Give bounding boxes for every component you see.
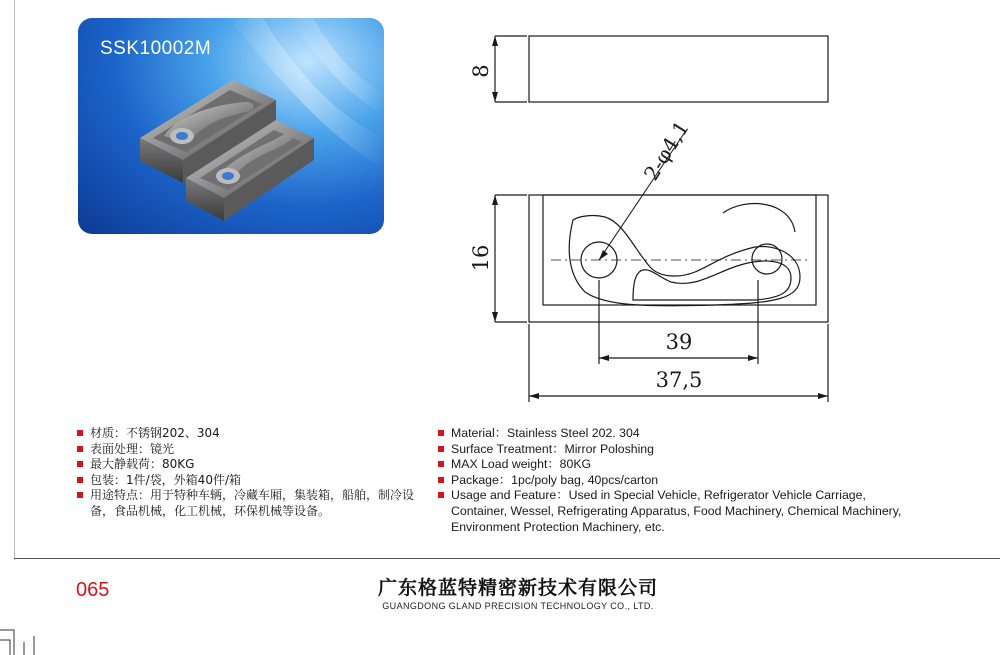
spec-item-load-en: MAX Load weight：80KG xyxy=(438,457,918,473)
company-name-chinese: 广东格蓝特精密新技术有限公司 xyxy=(378,577,659,599)
spec-item-usage-cn: 用途特点：用于特种车辆，冷藏车厢，集装箱，船舶，制冷设备，食品机械，化工机械，环保机械等设备。 xyxy=(77,488,417,519)
dim-thickness: 8 xyxy=(469,64,493,78)
bullet-icon xyxy=(438,477,444,483)
bullet-icon xyxy=(438,446,444,452)
crop-mark xyxy=(0,622,42,655)
page-number: 065 xyxy=(76,579,110,601)
spec-item-usage-en: Usage and Feature：Used in Special Vehicle, Refrigerator Vehicle Carriage, Container, Wessel, Refrigerating Apparatus, Food Machinery, Chemical Machinery, Environment Protection Machinery, etc. xyxy=(438,488,918,535)
bullet-icon xyxy=(77,461,83,467)
top-view-outline xyxy=(529,195,828,322)
spec-list-chinese xyxy=(77,426,417,520)
bullet-icon xyxy=(77,492,83,498)
bullet-icon xyxy=(438,430,444,436)
left-margin-rule xyxy=(14,0,15,560)
spec-item-package-cn: 包装：1件/袋，外箱40件/箱 xyxy=(77,473,417,489)
spec-item-surface-cn: 表面处理：镜光 xyxy=(77,442,417,458)
dim-height: 16 xyxy=(469,244,493,272)
bullet-icon xyxy=(438,461,444,467)
bullet-icon xyxy=(438,492,444,498)
spec-item-surface-en: Surface Treatment：Mirror Poloshing xyxy=(438,442,918,458)
product-photo xyxy=(78,18,384,234)
dim-hole: 2-φ4,1 xyxy=(638,116,694,185)
spec-item-material-en: Material：Stainless Steel 202. 304 xyxy=(438,426,918,442)
footer-divider xyxy=(14,558,1000,559)
technical-drawing xyxy=(455,22,855,407)
dim-inner: 39 xyxy=(665,330,693,354)
spec-item-package-en: Package：1pc/poly bag, 40pcs/carton xyxy=(438,473,918,489)
bullet-icon xyxy=(77,446,83,452)
bullet-icon xyxy=(77,430,83,436)
spec-item-material-cn: 材质：不锈钢202、304 xyxy=(77,426,417,442)
dim-overall: 37,5 xyxy=(655,368,703,392)
side-view-outline xyxy=(529,36,828,102)
spec-item-load-cn: 最大静载荷：80KG xyxy=(77,457,417,473)
spec-list-english xyxy=(438,426,918,535)
product-model-label: SSK10002M xyxy=(100,38,212,59)
company-name-english: GUANGDONG GLAND PRECISION TECHNOLOGY CO., LTD. xyxy=(382,601,654,611)
bullet-icon xyxy=(77,477,83,483)
